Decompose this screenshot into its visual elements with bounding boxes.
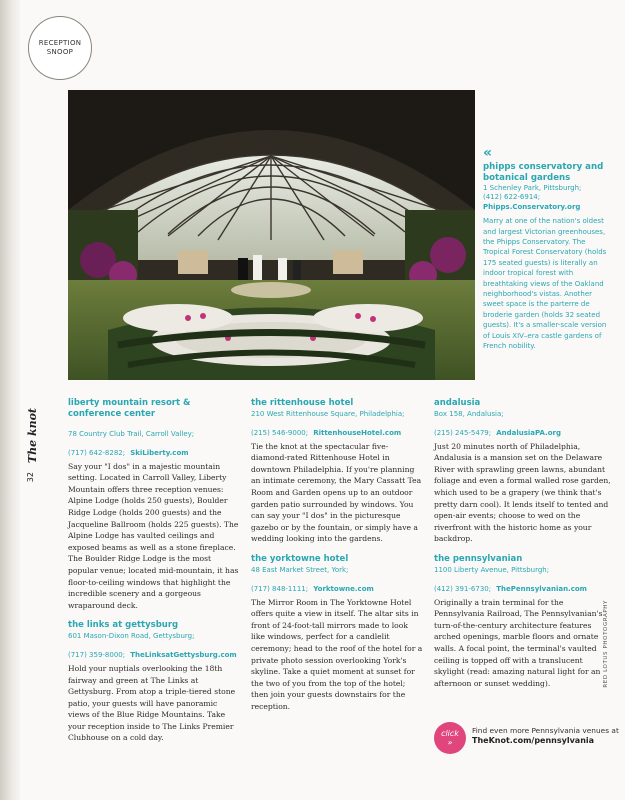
venue-address: 601 Mason-Dixon Road, Gettysburg; [68, 632, 195, 641]
venue-description: Originally a train terminal for the Pennsylvania Railroad, The Pennsylvanian's turn-of-the-century architecture features arched openings, marble floors and ornate walls. A focal point, the terminal's vaulted ceiling is topped off with a translucent skylight (read: amazing natural light for an afternoon or sunset wedding). [434, 597, 603, 688]
venue-title: the links at gettysburg [68, 620, 179, 631]
section-badge-line2: SNOOP [46, 48, 74, 56]
venue-contact-line [251, 420, 423, 439]
venue-link[interactable]: AndalusiaPA.org [496, 428, 561, 437]
venue-description: Tie the knot at the spectacular five-diamond-rated Rittenhouse Hotel in downtown Philadelphia. If you're planning an intimate ceremony, the Mary Cassatt Tea Room and Garden opens up to an outdoor garden patio surrounded by windows. You can say your "I dos" in the picturesque gazebo or by the fountain, or simply have a wedding looking into the gardens. [251, 441, 422, 544]
venue-contact-line [434, 576, 612, 595]
venue-entry [434, 554, 612, 689]
venue-address: 78 Country Club Trail, Carroll Valley; [68, 430, 195, 438]
venue-link[interactable]: Yorktowne.com [313, 584, 374, 593]
venue-title: the pennsylvanian [434, 553, 523, 564]
venue-address: 1100 Liberty Avenue, Pittsburgh; [434, 565, 550, 574]
venue-description: The Mirror Room in The Yorktowne Hotel offers quite a view in itself. The altar sits in front of 24-foot-tall mirrors made to look like windows, perfect for a candlelit ceremony; head to the roof of the hotel for a private photo session overlooking York's skyline. Take a quiet moment at sunset for the two of you from the top of the hotel; then join your guests downstairs for the reception. [251, 597, 423, 711]
featured-venue-address: 1 Schenley Park, Pittsburgh; [483, 184, 582, 192]
venue-column-1 [68, 398, 240, 744]
venue-contact-line [434, 420, 612, 439]
venue-link[interactable]: SkiLiberty.com [130, 448, 189, 457]
venue-entry [434, 398, 612, 545]
section-badge [28, 16, 92, 80]
click-button[interactable] [434, 722, 466, 754]
featured-venue-description: Marry at one of the nation's oldest and largest Victorian greenhouses, the Phipps Conservatory. The Tropical Forest Conservatory (holds 175 seated guests) is literally an indoor tropical forest with breathtaking views of the Oakland neighborhood's vistas. Another sweet space is the parterre de broderie garden (holds 32 seated guests). It's a smaller-scale version of Louis XIV–era castle gardens of French nobility. [483, 217, 607, 351]
venue-description: Hold your nuptials overlooking the 18th fairway and green at The Links at Gettysburg. From atop a triple-tiered stone patio, your guests will have panoramic views of the Blue Ridge Mountains. Take your reception inside to The Links Premier Clubhouse on a cold day. [68, 663, 236, 743]
featured-venue-phone: (412) 622-6914; [483, 193, 541, 202]
venue-contact-line [68, 440, 240, 459]
venue-phone: (717) 848-1111; [251, 584, 309, 593]
section-badge-line1: RECEPTION [38, 39, 82, 48]
venue-title: the rittenhouse hotel [251, 398, 354, 408]
folio-brand: The knot [26, 408, 39, 464]
venue-column-3 [434, 398, 612, 689]
online-promo [434, 722, 619, 756]
featured-venue-title: phipps conservatory and botanical gardens [483, 162, 604, 183]
featured-venue-link[interactable]: Phipps.Conservatory.org [483, 202, 581, 211]
venue-entry [251, 398, 423, 545]
venue-entry [251, 554, 423, 713]
venue-link[interactable]: ThePennsylvanian.com [496, 584, 587, 593]
conservatory-photo-illustration [68, 90, 475, 380]
photo-credit-text: RED LOTUS PHOTOGRAPHY [603, 600, 609, 688]
venue-title: the yorktowne hotel [251, 553, 349, 564]
venue-description: Say your "I dos" in a majestic mountain setting. Located in Carroll Valley, Liberty Mountain offers three reception venues: Alpine Lodge (holds 250 guests), Boulder Ridge Lodge (holds 200 guests) and the Jacqueline Ballroom (holds 225 guests). The Alpine Lodge has vaulted ceilings and exposed beams as well as a stone fireplace. The Boulder Ridge Lodge is the most popular venue; located mid-mountain, it has floor-to-ceiling windows that highlight the incredible scenery and a gorgeous wraparound deck. [68, 461, 239, 610]
venue-address: 48 East Market Street, York; [251, 565, 349, 574]
conservatory-photo [68, 90, 475, 380]
venue-address: 210 West Rittenhouse Square, Philadelphia; [251, 410, 405, 418]
page-number: 32 [26, 472, 35, 483]
venue-contact-line [251, 576, 423, 595]
chevron-left-icon: « [483, 145, 493, 161]
venue-title: liberty mountain resort & conference center [68, 398, 191, 419]
page-spine [0, 0, 20, 800]
venue-entry [68, 620, 240, 744]
promo-text-block [472, 726, 620, 746]
venue-phone: (717) 642-8282; [68, 448, 126, 457]
venue-phone: (215) 546-9000; [251, 428, 309, 437]
photo-credit [603, 600, 613, 780]
venue-description: Just 20 minutes north of Philadelphia, Andalusia is a mansion set on the Delaware River with sprawling green lawns, abundant foliage and even a formal walled rose garden, which used to be a grapery (we think that's pretty darn cool). It lends itself to tented and open-air events; choose to wed on the riverfront with the historic home as your backdrop. [434, 441, 611, 544]
venue-link[interactable]: TheLinksatGettysburg.com [130, 650, 237, 659]
featured-venue-sidebar [483, 146, 613, 352]
promo-text: Find even more Pennsylvania venues at [472, 726, 619, 735]
venue-contact-line [68, 642, 240, 661]
venue-phone: (717) 359-8000; [68, 650, 126, 659]
venue-entry [68, 398, 240, 611]
venue-title: andalusia [434, 398, 481, 408]
double-chevron-right-icon: » [447, 738, 453, 747]
venue-address: Box 158, Andalusia; [434, 410, 504, 418]
venue-link[interactable]: RittenhouseHotel.com [313, 428, 402, 437]
venue-column-2 [251, 398, 423, 712]
venue-phone: (215) 245-5479; [434, 428, 492, 437]
promo-link[interactable]: TheKnot.com/pennsylvania [472, 736, 595, 745]
venue-phone: (412) 391-6730; [434, 584, 492, 593]
page-folio [22, 408, 44, 518]
click-button-label: click [441, 729, 459, 738]
